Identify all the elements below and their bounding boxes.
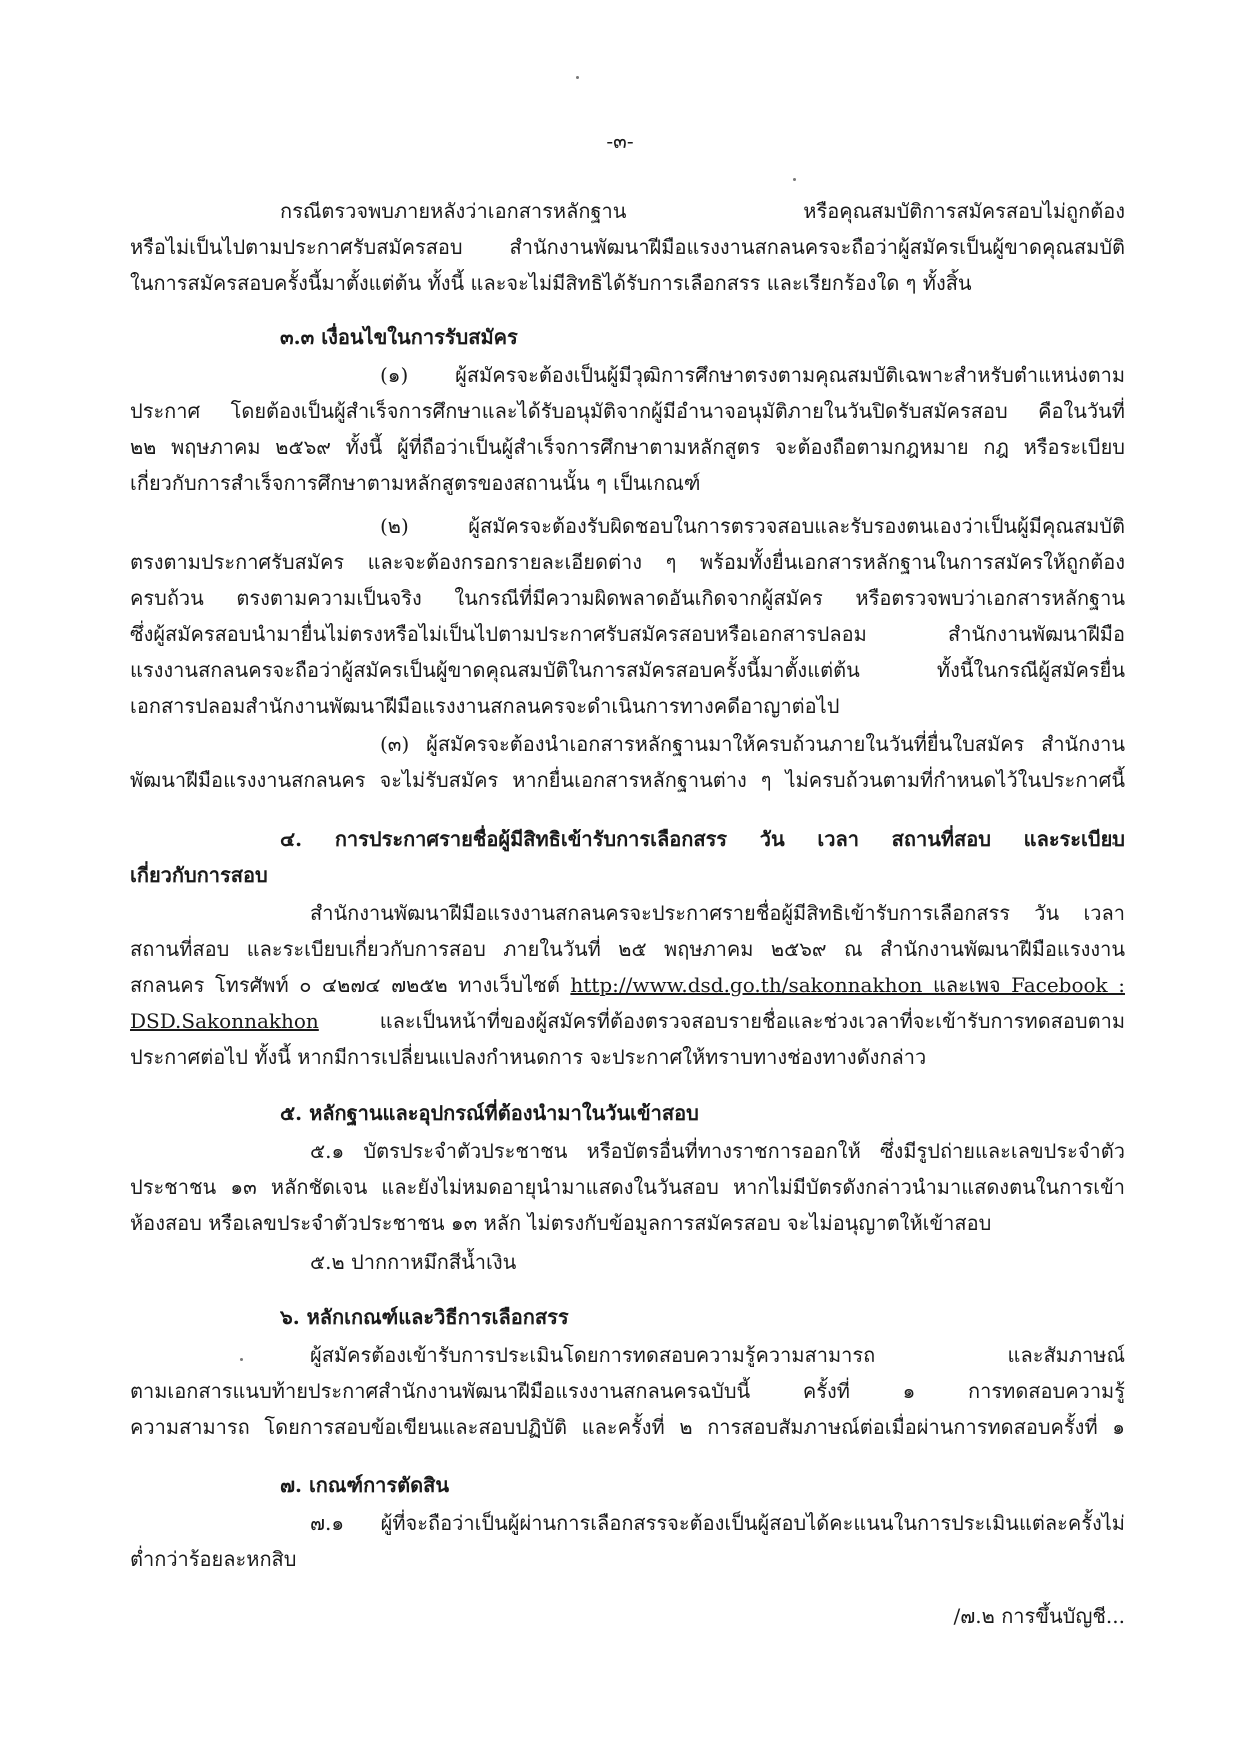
contact-text: สกลนคร โทรศัพท์ ๐ ๔๒๗๔ ๗๒๕๒ ทางเว็บไซต์ (130, 973, 571, 997)
section-heading: ๕. หลักฐานและอุปกรณ์ที่ต้องนำมาในวันเข้าสอบ (280, 1101, 699, 1125)
paragraph-line: ความสามารถ โดยการสอบข้อเขียนและสอบปฏิบัติ และครั้งที่ ๒ การสอบสัมภาษณ์ต่อเมื่อผ่านการทดสอบครั้งที่ ๑ (130, 1415, 1125, 1439)
website-link[interactable]: http://www.dsd.go.th/sakonnakhon และเพจ Facebook : (570, 973, 1125, 997)
paragraph-line: ต่ำกว่าร้อยละหกสิบ (130, 1547, 297, 1571)
paragraph-line: เอกสารปลอมสำนักงานพัฒนาฝีมือแรงงานสกลนครจะดำเนินการทางคดีอาญาต่อไป (130, 694, 840, 718)
paragraph-line: เกี่ยวกับการสำเร็จการศึกษาตามหลักสูตรของสถานนั้น ๆ เป็นเกณฑ์ (130, 471, 701, 495)
paragraph-line: (๓) ผู้สมัครจะต้องนำเอกสารหลักฐานมาให้ครบถ้วนภายในวันที่ยื่นใบสมัคร สำนักงาน (380, 732, 1125, 756)
section-heading: เกี่ยวกับการสอบ (130, 863, 268, 887)
paragraph-line: ห้องสอบ หรือเลขประจำตัวประชาชน ๑๓ หลัก ไม่ตรงกับข้อมูลการสมัครสอบ จะไม่อนุญาตให้เข้าสอบ (130, 1211, 992, 1235)
scan-speck (240, 1358, 243, 1361)
paragraph-line: ในการสมัครสอบครั้งนี้มาตั้งแต่ต้น ทั้งนี้ และจะไม่มีสิทธิได้รับการเลือกสรร และเรียกร้องใด ๆ ทั้งสิ้น (130, 271, 972, 295)
facebook-page-link[interactable]: DSD.Sakonnakhon (130, 1009, 319, 1033)
paragraph-line: ๕.๑ บัตรประจำตัวประชาชน หรือบัตรอื่นที่ทางราชการออกให้ ซึ่งมีรูปถ่ายและเลขประจำตัว (310, 1139, 1125, 1163)
paragraph-line: (๑) ผู้สมัครจะต้องเป็นผู้มีวุฒิการศึกษาตรงตามคุณสมบัติเฉพาะสำหรับตำแหน่งตาม (380, 363, 1125, 387)
section-heading: ๔. การประกาศรายชื่อผู้มีสิทธิเข้ารับการเลือกสรร วัน เวลา สถานที่สอบ และระเบียบ (280, 827, 1125, 851)
paragraph-line: ครบถ้วน ตรงตามความเป็นจริง ในกรณีที่มีความผิดพลาดอันเกิดจากผู้สมัคร หรือตรวจพบว่าเอกสารหลักฐาน (130, 586, 1125, 610)
paragraph-line: สำนักงานพัฒนาฝีมือแรงงานสกลนครจะประกาศรายชื่อผู้มีสิทธิเข้ารับการเลือกสรร วัน เวลา (310, 901, 1125, 925)
scan-speck (576, 76, 579, 79)
paragraph-line (130, 968, 1125, 1002)
paragraph-line: ซึ่งผู้สมัครสอบนำมายื่นไม่ตรงหรือไม่เป็นไปตามประกาศรับสมัครสอบหรือเอกสารปลอม สำนักงานพัฒนาฝีมือ (130, 622, 1125, 646)
paragraph-line: แรงงานสกลนครจะถือว่าผู้สมัครเป็นผู้ขาดคุณสมบัติในการสมัครสอบครั้งนี้มาตั้งแต่ต้น ทั้งนี้ในกรณีผู้สมัครยื่น (130, 658, 1125, 682)
paragraph-line: กรณีตรวจพบภายหลังว่าเอกสารหลักฐาน หรือคุณสมบัติการสมัครสอบไม่ถูกต้อง (280, 199, 1125, 223)
paragraph-line: ๗.๑ ผู้ที่จะถือว่าเป็นผู้ผ่านการเลือกสรรจะต้องเป็นผู้สอบได้คะแนนในการประเมินแต่ละครั้งไม่ (310, 1511, 1125, 1535)
page-number: -๓- (606, 129, 634, 153)
paragraph-line: ๒๒ พฤษภาคม ๒๕๖๙ ทั้งนี้ ผู้ที่ถือว่าเป็นผู้สำเร็จการศึกษาตามหลักสูตร จะต้องถือตามกฎหมาย กฎ หรือระเบียบ (130, 435, 1125, 459)
paragraph-line: (๒) ผู้สมัครจะต้องรับผิดชอบในการตรวจสอบและรับรองตนเองว่าเป็นผู้มีคุณสมบัติ (380, 514, 1125, 538)
section-heading: ๓.๓ เงื่อนไขในการรับสมัคร (280, 325, 518, 349)
paragraph-line: สถานที่สอบ และระเบียบเกี่ยวกับการสอบ ภายในวันที่ ๒๕ พฤษภาคม ๒๕๖๙ ณ สำนักงานพัฒนาฝีมือแรงงาน (130, 937, 1125, 961)
paragraph-line: ๕.๒ ปากกาหมึกสีน้ำเงิน (310, 1250, 517, 1274)
paragraph-line: ประชาชน ๑๓ หลักชัดเจน และยังไม่หมดอายุนำมาแสดงในวันสอบ หากไม่มีบัตรดังกล่าวนำมาแสดงตนในการเข้า (130, 1175, 1125, 1199)
paragraph-line: ประกาศต่อไป ทั้งนี้ หากมีการเปลี่ยนแปลงกำหนดการ จะประกาศให้ทราบทางช่องทางดังกล่าว (130, 1045, 927, 1069)
paragraph-line: หรือไม่เป็นไปตามประกาศรับสมัครสอบ สำนักงานพัฒนาฝีมือแรงงานสกลนครจะถือว่าผู้สมัครเป็นผู้ขาดคุณสมบัติ (130, 235, 1125, 259)
paragraph-line: ตรงตามประกาศรับสมัคร และจะต้องกรอกรายละเอียดต่าง ๆ พร้อมทั้งยื่นเอกสารหลักฐานในการสมัครให้ถูกต้อง (130, 550, 1125, 574)
paragraph-line: ประกาศ โดยต้องเป็นผู้สำเร็จการศึกษาและได้รับอนุมัติจากผู้มีอำนาจอนุมัติภายในวันปิดรับสมัครสอบ คือในวันที่ (130, 399, 1125, 423)
paragraph-line: พัฒนาฝีมือแรงงานสกลนคร จะไม่รับสมัคร หากยื่นเอกสารหลักฐานต่าง ๆ ไม่ครบถ้วนตามที่กำหนดไว้ในประกาศนี้ (130, 768, 1125, 792)
paragraph-line: ผู้สมัครต้องเข้ารับการประเมินโดยการทดสอบความรู้ความสามารถ และสัมภาษณ์ (310, 1343, 1125, 1367)
continuation-note: /๗.๒ การขึ้นบัญชี... (953, 1604, 1125, 1628)
paragraph-line (130, 1004, 1125, 1038)
paragraph-text: และเป็นหน้าที่ของผู้สมัครที่ต้องตรวจสอบรายชื่อและช่วงเวลาที่จะเข้ารับการทดสอบตาม (318, 1009, 1125, 1033)
paragraph-line: ตามเอกสารแนบท้ายประกาศสำนักงานพัฒนาฝีมือแรงงานสกลนครฉบับนี้ ครั้งที่ ๑ การทดสอบความรู้ (130, 1379, 1125, 1403)
section-heading: ๖. หลักเกณฑ์และวิธีการเลือกสรร (280, 1305, 569, 1329)
section-heading: ๗. เกณฑ์การตัดสิน (280, 1473, 450, 1497)
scan-speck (793, 178, 796, 181)
